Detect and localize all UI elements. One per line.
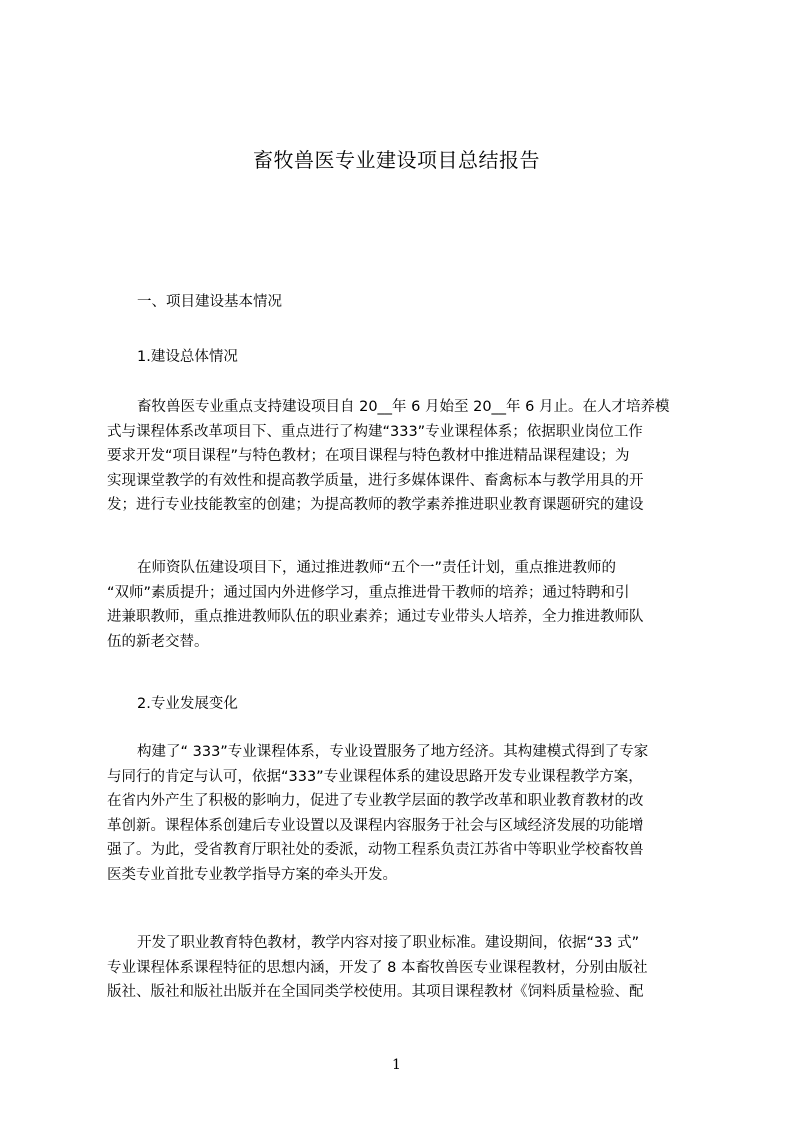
paragraph-teaching-staff	[107, 556, 697, 654]
paragraph-line: 发；进行专业技能教室的创建；为提高教师的教学素养推进职业教育课题研究的建设	[107, 497, 644, 513]
paragraph-line: 强了。为此，受省教育厅职社处的委派，动物工程系负责江苏省中等职业学校畜牧兽	[107, 842, 644, 858]
paragraph-line: 与同行的肯定与认可，依据“333”专业课程体系的建设思路开发专业课程教学方案，	[107, 768, 643, 785]
paragraph-textbooks	[107, 931, 697, 1005]
document-title: 畜牧兽医专业建设项目总结报告	[253, 148, 540, 172]
paragraph-line: 构建了“ 333”专业课程体系，专业设置服务了地方经济。其构建模式得到了专家	[137, 744, 649, 760]
paragraph-line: “双师”素质提升；通过国内外进修学习，重点推进骨干教师的培养；通过特聘和引	[107, 584, 630, 601]
page-number: 1	[392, 1057, 401, 1073]
paragraph-line: 医类专业首批专业教学指导方案的牵头开发。	[107, 866, 397, 883]
paragraph-line: 实现课堂教学的有效性和提高教学质量，进行多媒体课件、畜禽标本与教学用具的开	[107, 472, 644, 489]
paragraph-line: 版社、版社和版社出版并在全国同类学校使用。其项目课程教材《饲料质量检验、配	[107, 984, 644, 1000]
paragraph-line: 畜牧兽医专业重点支持建设项目自 20__年 6 月始至 20__年 6 月止。在人才培养模	[137, 399, 670, 415]
paragraph-line: 专业课程体系课程特征的思想内涵，开发了 8 本畜牧兽医专业课程教材，分别由版社	[107, 959, 648, 976]
section-heading-1: 一、项目建设基本情况	[137, 294, 282, 310]
paragraph-line: 在省内外产生了积极的影响力，促进了专业教学层面的教学改革和职业教育教材的改	[107, 793, 644, 809]
paragraph-overall-situation	[107, 395, 697, 518]
paragraph-line: 要求开发“项目课程”与特色教材；在项目课程与特色教材中推进精品课程建设；为	[107, 448, 630, 464]
paragraph-line: 式与课程体系改革项目下、重点进行了构建“333”专业课程体系；依据职业岗位工作	[107, 423, 643, 440]
paragraph-line: 在师资队伍建设项目下，通过推进教师“五个一”责任计划，重点推进教师的	[137, 560, 617, 576]
paragraph-curriculum-system	[107, 740, 697, 887]
subsection-heading-2: 2.专业发展变化	[137, 696, 238, 712]
subsection-heading-1: 1.建设总体情况	[137, 349, 238, 365]
paragraph-line: 进兼职教师，重点推进教师队伍的职业素养；通过专业带头人培养，全力推进教师队	[107, 609, 644, 625]
paragraph-line: 伍的新老交替。	[107, 633, 209, 650]
paragraph-line: 革创新。课程体系创建后专业设置以及课程内容服务于社会与区域经济发展的功能增	[107, 817, 644, 834]
paragraph-line: 开发了职业教育特色教材，教学内容对接了职业标准。建设期间，依据“33 式”	[137, 935, 640, 951]
